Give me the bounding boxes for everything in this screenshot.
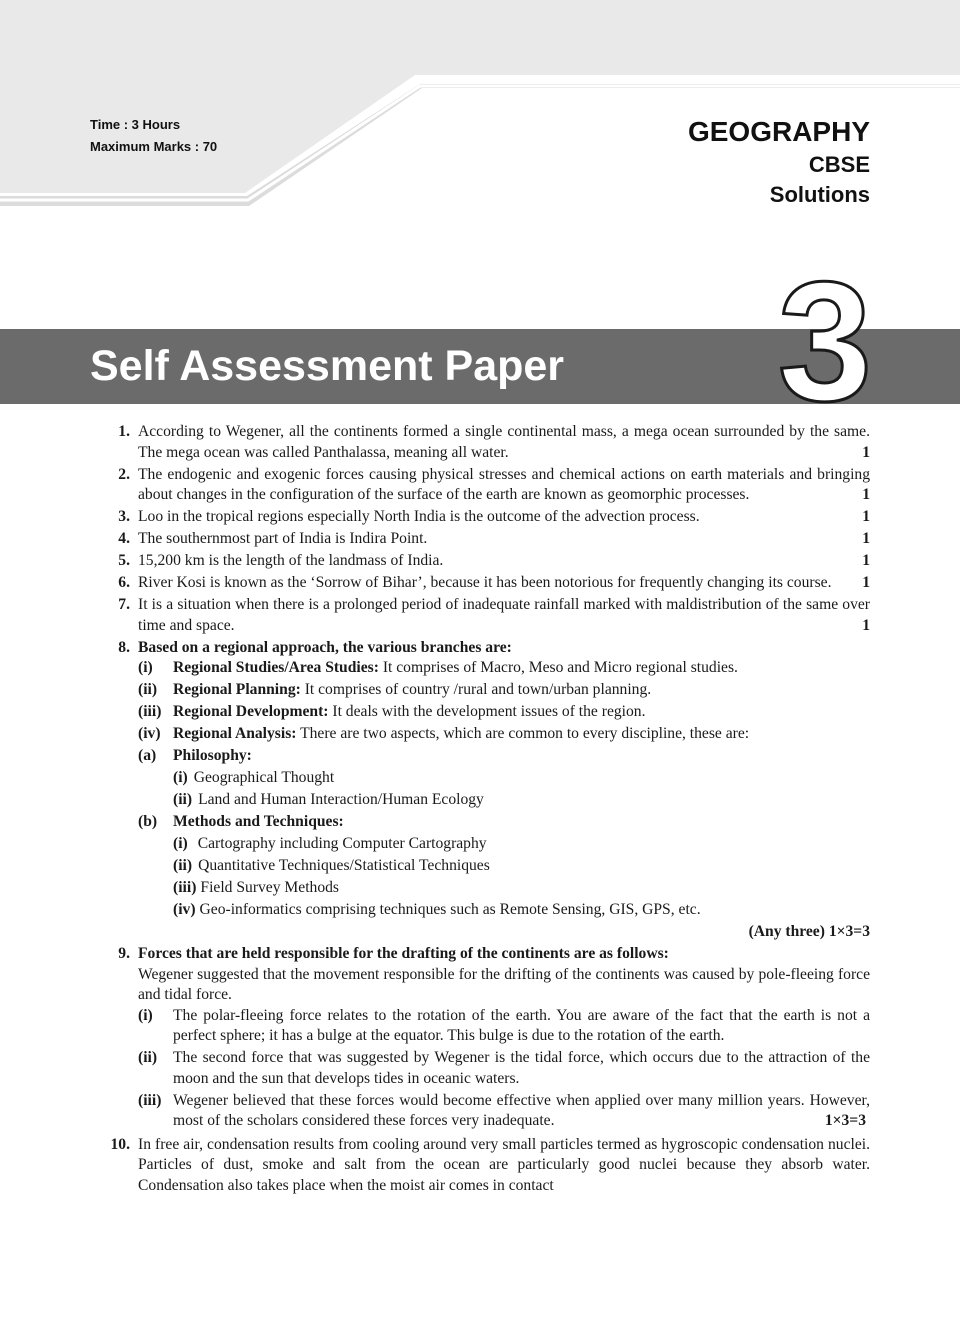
- max-marks-label: Maximum Marks : 70: [90, 139, 218, 154]
- answer-9: 9. Forces that are held responsible for the drafting of the continents are as follows: Wegener suggested that the movement responsible for the drifting of the continents was caused by pole-fleeing force and tidal force. (i) The polar-fleeing force relates to the rotation of the earth. You are aware of the fact that the earth is not a perfect sphere; it has a bulge at the equator. This bulge is due to the rotation of the earth. (ii) The second force that was suggested by Wegener is the tidal force, which occurs due to the attraction of the moon and the sun that develops tides in oceanic waters. (iii) Wegener believed that these forces would become effective when applied over many million years. However, most of the scholars considered these forces very inadequate. 1×3=3: [90, 944, 870, 1133]
- answer-6-marks: 1: [862, 574, 870, 591]
- answer-9-item-2: (ii) The second force that was suggested by Wegener is the tidal force, which occurs due to the attraction of the moon and the sun that develops tides in oceanic waters.: [138, 1049, 870, 1087]
- board-label: CBSE: [808, 152, 870, 177]
- answer-1: 1. According to Wegener, all the continents formed a single continental mass, a mega ocean surrounded by the same. The mega ocean was called Panthalassa, meaning all water. 1: [90, 422, 870, 463]
- answer-7-text: It is a situation when there is a prolonged period of inadequate rainfall marked with maldistribution of the same over time and space.: [138, 596, 870, 634]
- answer-5: 5. 15,200 km is the length of the landmass of India. 1: [90, 551, 870, 572]
- answer-8-item-1: (i) Regional Studies/Area Studies: It comprises of Macro, Meso and Micro regional studies.: [138, 659, 738, 676]
- answer-4-text: The southernmost part of India is Indira Point.: [138, 530, 428, 547]
- answer-8-methods-item-2: (ii) Quantitative Techniques/Statistical Techniques: [173, 857, 490, 874]
- answer-8-philosophy-item-1: (i) Geographical Thought: [173, 769, 335, 786]
- answer-1-text: According to Wegener, all the continents formed a single continental mass, a mega ocean surrounded by the same. The mega ocean was called Panthalassa, meaning all water.: [138, 423, 870, 461]
- answer-8-item-2: (ii) Regional Planning: It comprises of country /rural and town/urban planning.: [138, 681, 652, 698]
- exam-info: [90, 114, 217, 158]
- answer-9-para: Wegener suggested that the movement responsible for the drifting of the continents was caused by pole-fleeing force and tidal force.: [138, 965, 870, 1003]
- answer-5-marks: 1: [862, 552, 870, 569]
- answer-7-marks: 1: [862, 616, 870, 634]
- subject-block: [688, 114, 870, 210]
- paper-number-text: 3: [777, 262, 873, 412]
- answer-list: [90, 422, 870, 1198]
- time-label: Time : 3 Hours: [90, 117, 181, 132]
- answer-2: 2. The endogenic and exogenic forces causing physical stresses and chemical actions on earth materials and bringing about changes in the configuration of the surface of the earth are known as geomorphic processes. 1: [90, 465, 870, 506]
- answer-9-intro: Forces that are held responsible for the drafting of the continents are as follows:: [138, 945, 669, 962]
- answer-4-marks: 1: [862, 530, 870, 547]
- answer-4: 4. The southernmost part of India is Indira Point. 1: [90, 529, 870, 550]
- answer-8-marks: (Any three) 1×3=3: [748, 923, 870, 940]
- answer-8-philosophy-item-2: (ii) Land and Human Interaction/Human Ecology: [173, 791, 484, 808]
- answer-10-text: In free air, condensation results from cooling around very small particles termed as hygroscopic condensation nuclei. Particles of dust, smoke and salt from the ocean are particularly good nuclei because they absorb water. Condensation also takes place when the moist air comes in contact: [138, 1135, 870, 1194]
- answer-8-methods-item-4: (iv) Geo-informatics comprising techniques such as Remote Sensing, GIS, GPS, etc.: [173, 901, 701, 918]
- answer-3-text: Loo in the tropical regions especially North India is the outcome of the advection process.: [138, 508, 700, 525]
- answer-9-item-1: (i) The polar-fleeing force relates to the rotation of the earth. You are aware of the fact that the earth is not a perfect sphere; it has a bulge at the equator. This bulge is due to the rotation of the earth.: [138, 1006, 870, 1044]
- answer-7: 7. It is a situation when there is a prolonged period of inadequate rainfall marked with maldistribution of the same over time and space. 1: [90, 595, 870, 636]
- answer-8-item-4: (iv) Regional Analysis: There are two aspects, which are common to every discipline, these are:: [138, 725, 750, 742]
- answer-9-marks: 1×3=3: [824, 1112, 866, 1129]
- answer-3: 3. Loo in the tropical regions especially North India is the outcome of the advection process. 1: [90, 507, 870, 528]
- answer-8-intro: Based on a regional approach, the various branches are:: [138, 638, 512, 656]
- page-title: Self Assessment Paper: [90, 342, 565, 390]
- answer-3-marks: 1: [862, 508, 870, 525]
- answer-8-methods-item-1: (i) Cartography including Computer Cartography: [173, 835, 487, 852]
- subject-title: GEOGRAPHY: [687, 116, 870, 147]
- answer-8-item-3: (iii) Regional Development: It deals with the development issues of the region.: [138, 703, 646, 720]
- answer-6: 6. River Kosi is known as the ‘Sorrow of Bihar’, because it has been notorious for frequently changing its course. 1: [90, 573, 870, 594]
- answer-2-text: The endogenic and exogenic forces causing physical stresses and chemical actions on earth materials and bringing about changes in the configuration of the surface of the earth are known as geomorphic processes.: [138, 465, 870, 503]
- answer-6-text: River Kosi is known as the ‘Sorrow of Bihar’, because it has been notorious for frequently changing its course.: [138, 574, 832, 591]
- answer-2-marks: 1: [862, 486, 870, 503]
- answer-8-methods-item-3: (iii) Field Survey Methods: [173, 879, 339, 896]
- answer-8-methods: (b) Methods and Techniques:: [138, 813, 344, 830]
- answer-5-text: 15,200 km is the length of the landmass of India.: [138, 552, 444, 569]
- answer-8: 8. Based on a regional approach, the various branches are: (i) Regional Studies/Area Studies: It comprises of Macro, Meso and Micro regional studies. (ii) Regional Planning: It comprises of country /rural and town/urban planning. (iii) Regional Development: It deals with the development issues of the region. (iv) Regional Analysis: There are two aspects, which are common to every discipline, these are: (a) Philosophy: (i) Geographical Thought (ii) Land and Human Interaction/Human Ecology (b) Methods and Techniques: (i) Cartography including Computer Cartography (ii) Quantitative Techniques/Statistical Techniques (iii) Field Survey Methods (iv) Geo-informatics comprising techniques such as Remote Sensing, GIS, GPS, etc. (Any three) 1×3=3: [90, 638, 870, 943]
- solutions-label: Solutions: [769, 182, 870, 207]
- answer-10: 10. In free air, condensation results from cooling around very small particles termed as hygroscopic condensation nuclei. Particles of dust, smoke and salt from the ocean are particularly good nuclei because they absorb water. Condensation also takes place when the moist air comes in contact: [90, 1135, 870, 1197]
- paper-number: [770, 262, 880, 412]
- answer-9-item-3: (iii) Wegener believed that these forces would become effective when applied over many million years. However, most of the scholars considered these forces very inadequate. 1×3=3: [138, 1091, 870, 1132]
- answer-1-marks: 1: [862, 443, 870, 461]
- answer-8-philosophy: (a) Philosophy:: [138, 747, 252, 764]
